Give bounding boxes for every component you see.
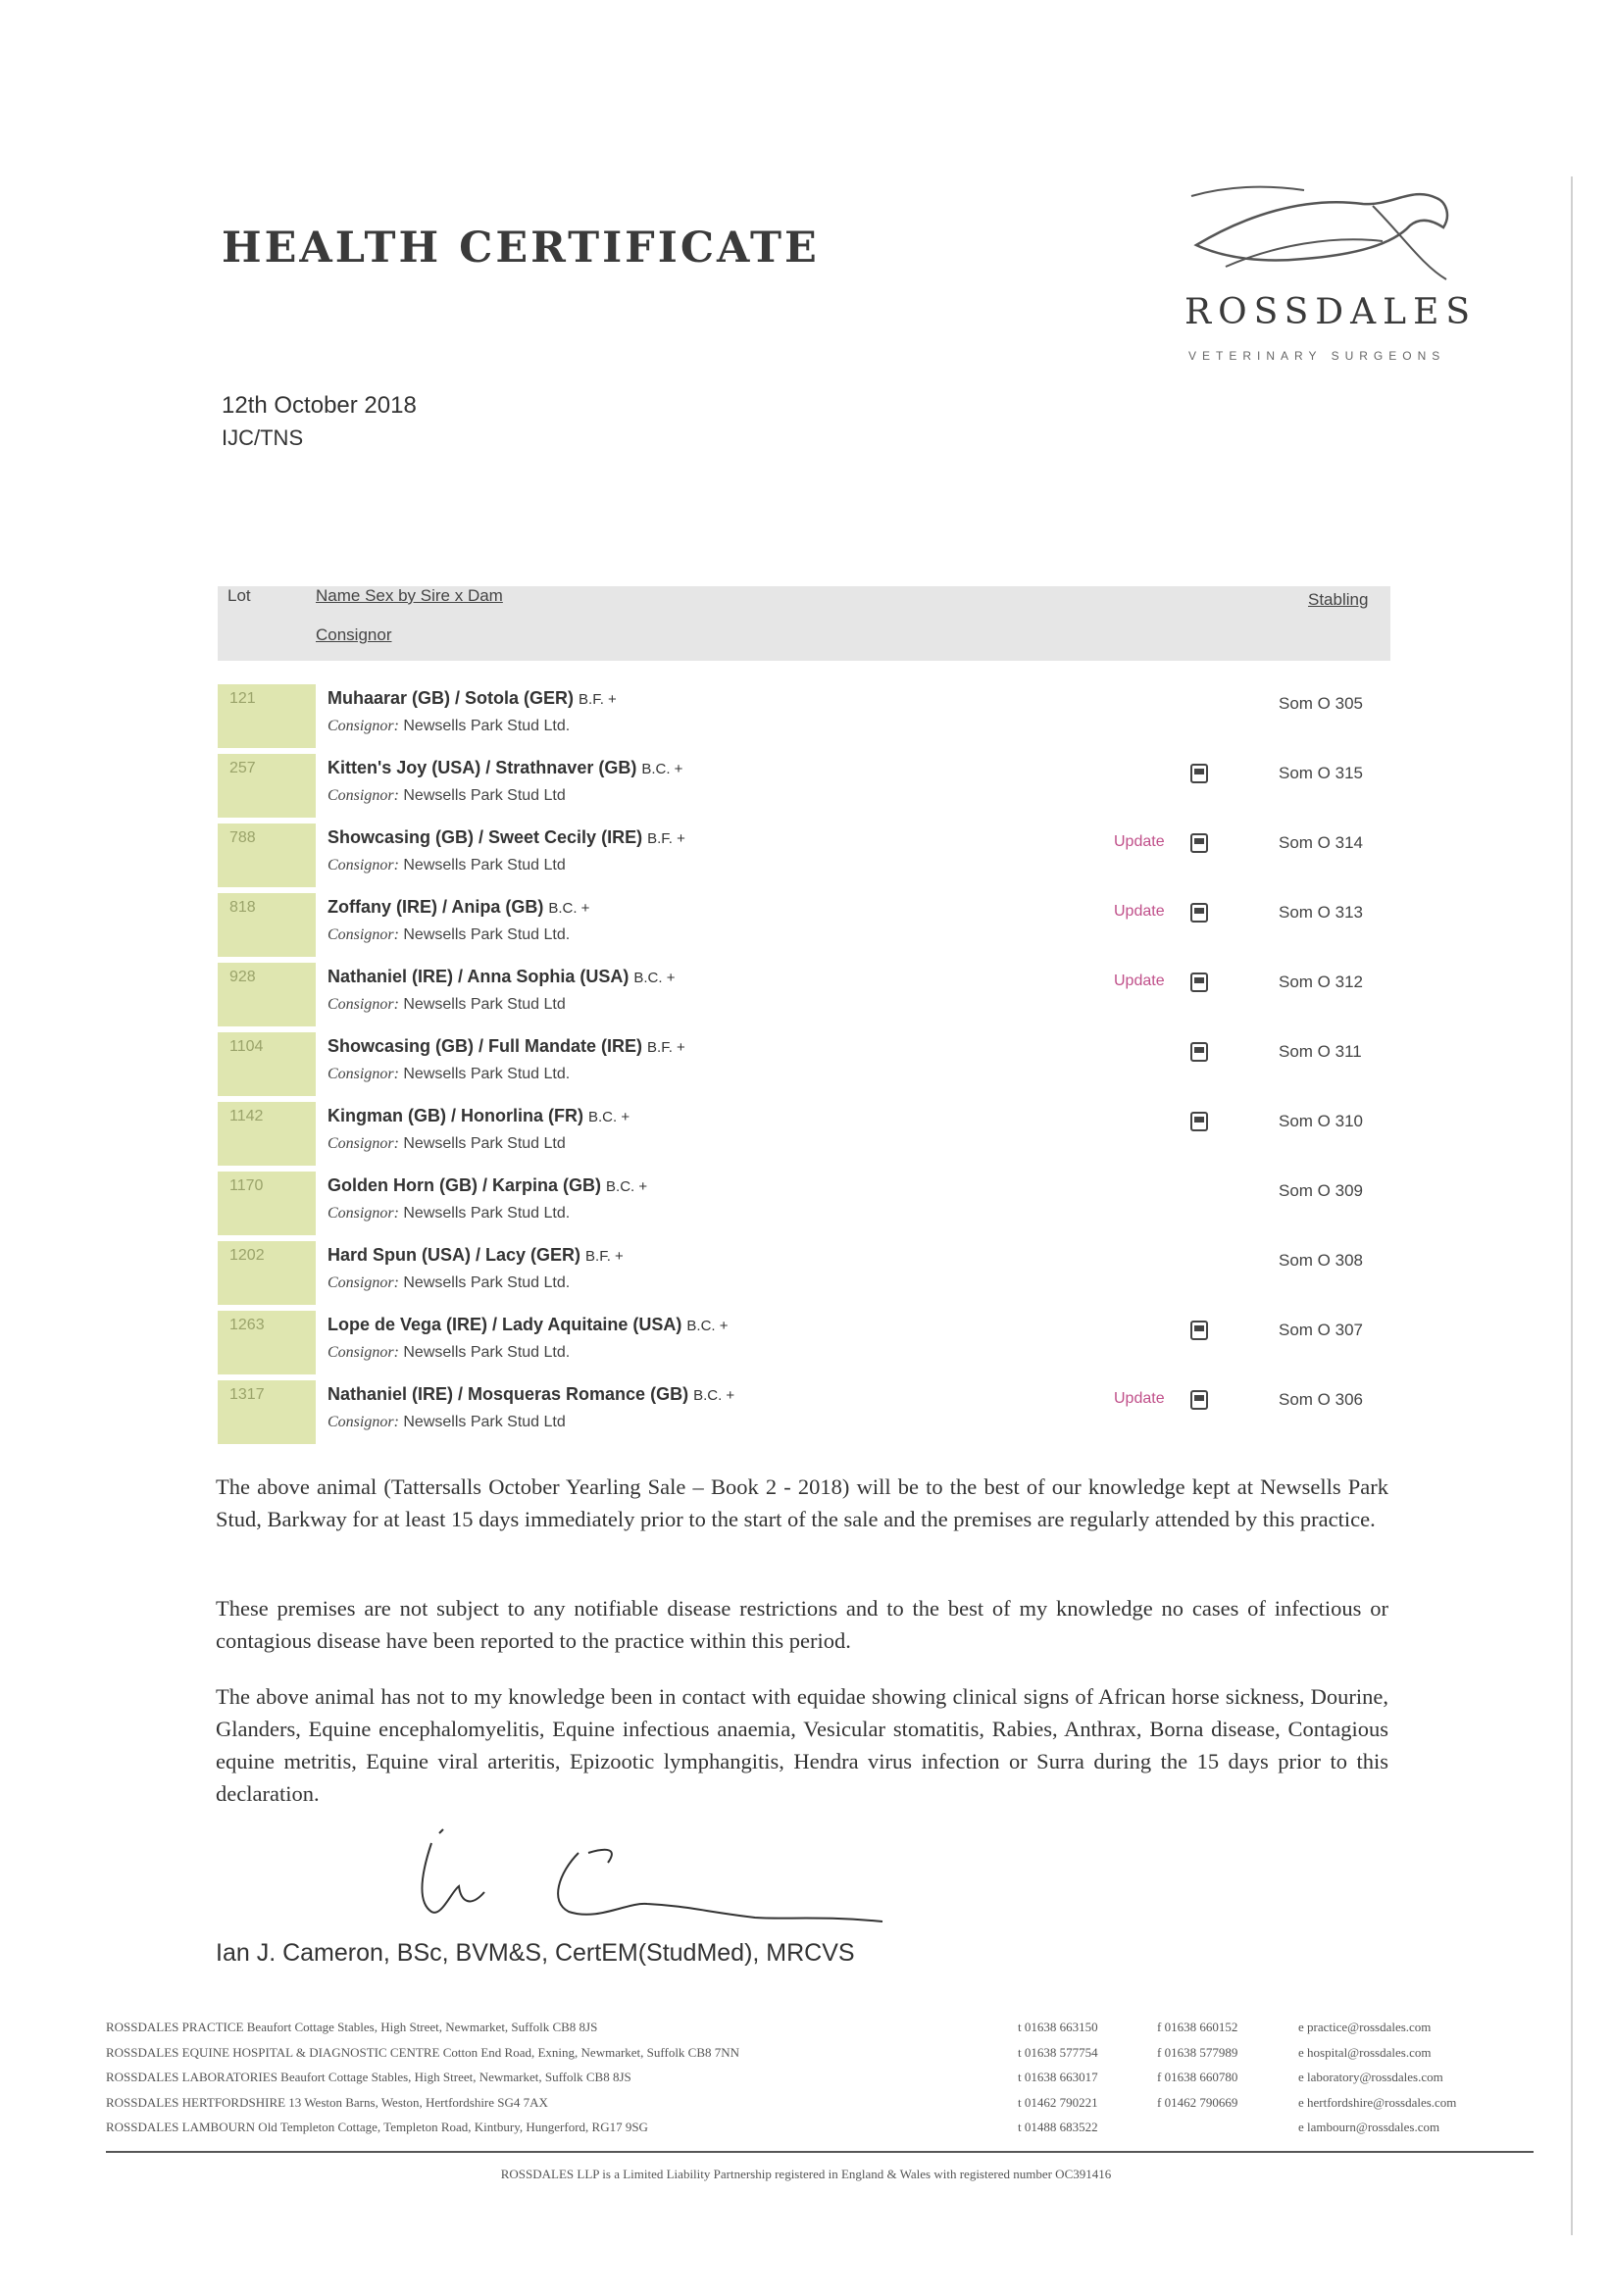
stabling-location: Som O 313 — [1279, 903, 1363, 922]
horse-name — [327, 827, 685, 848]
update-link[interactable]: Update — [1114, 973, 1165, 989]
header-lot: Lot — [227, 586, 251, 605]
table-row — [218, 1032, 1390, 1102]
consignor-line — [327, 1344, 570, 1362]
footer-email[interactable]: e practice@rossdales.com — [1298, 2020, 1432, 2034]
consignor-label: Consignor: — [327, 718, 399, 734]
document-icon[interactable] — [1190, 833, 1208, 853]
footer-email[interactable]: e hertfordshire@rossdales.com — [1298, 2094, 1457, 2110]
stabling-location: Som O 307 — [1279, 1321, 1363, 1339]
horse-name — [327, 967, 675, 987]
consignor-name: Newsells Park Stud Ltd. — [403, 1066, 571, 1082]
lot-number: 1104 — [218, 1032, 316, 1096]
horse-sex: B.C. + — [588, 1109, 630, 1125]
horse-name — [327, 1106, 630, 1126]
horse-sex: B.F. + — [579, 691, 617, 708]
stabling-location: Som O 309 — [1279, 1181, 1363, 1200]
consignor-name: Newsells Park Stud Ltd — [403, 787, 566, 804]
page-edge — [1571, 176, 1573, 2235]
footer-fax: f 01462 790669 — [1157, 2094, 1238, 2110]
stabling-location: Som O 312 — [1279, 973, 1363, 991]
footer-row — [106, 2120, 1528, 2145]
paragraph-2: These premises are not subject to any notifiable disease restrictions and to the best of my knowledge no cases of infectious or contagious disease have been reported to the practice within this period. — [216, 1596, 1388, 1653]
consignor-label: Consignor: — [327, 996, 399, 1013]
rossdales-logo — [1177, 176, 1481, 373]
footer-address: ROSSDALES LABORATORIES Beaufort Cottage Stables, High Street, Newmarket, Suffolk CB8 8JS — [106, 2070, 631, 2084]
stabling-location: Som O 311 — [1279, 1042, 1362, 1061]
stabling-location: Som O 310 — [1279, 1112, 1363, 1130]
footer-address: ROSSDALES EQUINE HOSPITAL & DIAGNOSTIC CENTRE Cotton End Road, Exning, Newmarket, Suffolk CB8 7NN — [106, 2044, 740, 2060]
document-icon[interactable] — [1190, 1112, 1208, 1131]
footer-email[interactable]: e laboratory@rossdales.com — [1298, 2070, 1443, 2084]
consignor-label: Consignor: — [327, 1274, 399, 1291]
footer-row — [106, 2070, 1528, 2095]
consignor-label: Consignor: — [327, 1135, 399, 1152]
table-row — [218, 824, 1390, 893]
consignor-name: Newsells Park Stud Ltd — [403, 857, 566, 873]
table-row — [218, 1380, 1390, 1450]
footer-telephone: t 01638 663017 — [1018, 2070, 1098, 2084]
table-row — [218, 1311, 1390, 1380]
footer-row — [106, 2020, 1528, 2045]
document-icon[interactable] — [1190, 1321, 1208, 1340]
consignor-line — [327, 1205, 570, 1223]
consignor-label: Consignor: — [327, 1414, 399, 1430]
horse-logo-icon — [1186, 176, 1461, 284]
lot-number: 257 — [218, 754, 316, 818]
lots-table — [218, 684, 1390, 1450]
footer-email[interactable]: e hospital@rossdales.com — [1298, 2044, 1432, 2060]
horse-sex: B.C. + — [641, 761, 683, 777]
certificate-title: HEALTH CERTIFICATE — [222, 224, 820, 273]
consignor-label: Consignor: — [327, 1344, 399, 1361]
horse-sex: B.C. + — [548, 900, 590, 917]
consignor-label: Consignor: — [327, 1205, 399, 1222]
horse-pedigree: Showcasing (GB) / Full Mandate (IRE) — [327, 1036, 643, 1056]
document-icon[interactable] — [1190, 903, 1208, 923]
header-name: Name Sex by Sire x Dam — [316, 586, 503, 605]
lot-number: 1142 — [218, 1102, 316, 1166]
horse-pedigree: Nathaniel (IRE) / Anna Sophia (USA) — [327, 967, 630, 986]
legal-notice: ROSSDALES LLP is a Limited Liability Partnership registered in England & Wales with registered number OC391416 — [500, 2167, 1112, 2181]
lot-number: 121 — [218, 684, 316, 748]
consignor-name: Newsells Park Stud Ltd. — [403, 1205, 571, 1222]
certificate-date: 12th October 2018 — [222, 392, 417, 419]
horse-pedigree: Muhaarar (GB) / Sotola (GER) — [327, 688, 575, 708]
lot-number: 818 — [218, 893, 316, 957]
update-link[interactable]: Update — [1114, 833, 1165, 850]
horse-sex: B.C. + — [686, 1318, 729, 1334]
document-icon[interactable] — [1190, 1042, 1208, 1062]
stabling-location: Som O 314 — [1279, 833, 1363, 852]
consignor-line — [327, 787, 566, 805]
lot-number: 1317 — [218, 1380, 316, 1444]
horse-pedigree: Kingman (GB) / Honorlina (FR) — [327, 1106, 583, 1125]
horse-name — [327, 1245, 624, 1266]
table-row — [218, 684, 1390, 754]
footer-fax: f 01638 660152 — [1157, 2020, 1238, 2034]
lot-number: 1202 — [218, 1241, 316, 1305]
document-icon[interactable] — [1190, 1390, 1208, 1410]
signer-name: Ian J. Cameron, BSc, BVM&S, CertEM(StudMed), MRCVS — [216, 1939, 855, 1967]
horse-name — [327, 688, 617, 709]
consignor-label: Consignor: — [327, 926, 399, 943]
consignor-name: Newsells Park Stud Ltd. — [403, 718, 571, 734]
stabling-location: Som O 308 — [1279, 1251, 1363, 1270]
lot-number: 1263 — [218, 1311, 316, 1374]
table-row — [218, 1172, 1390, 1241]
footer-row — [106, 2045, 1528, 2071]
horse-sex: B.F. + — [647, 1039, 685, 1056]
consignor-name: Newsells Park Stud Ltd — [403, 996, 566, 1013]
table-header — [218, 586, 1390, 661]
horse-name — [327, 1384, 734, 1405]
footer-address: ROSSDALES LAMBOURN Old Templeton Cottage, Templeton Road, Kintbury, Hungerford, RG17 9SG — [106, 2120, 648, 2134]
footer-telephone: t 01638 577754 — [1018, 2044, 1098, 2060]
consignor-line — [327, 1274, 570, 1292]
reference-code: IJC/TNS — [222, 425, 304, 450]
horse-pedigree: Nathaniel (IRE) / Mosqueras Romance (GB) — [327, 1384, 689, 1404]
stabling-location: Som O 306 — [1279, 1390, 1363, 1409]
footer-fax: f 01638 577989 — [1157, 2044, 1238, 2060]
consignor-label: Consignor: — [327, 1066, 399, 1082]
horse-pedigree: Golden Horn (GB) / Karpina (GB) — [327, 1175, 601, 1195]
consignor-label: Consignor: — [327, 787, 399, 804]
lot-number: 1170 — [218, 1172, 316, 1235]
header-stabling: Stabling — [1308, 590, 1369, 609]
horse-pedigree: Lope de Vega (IRE) / Lady Aquitaine (USA) — [327, 1315, 682, 1334]
horse-name — [327, 758, 682, 778]
consignor-line — [327, 718, 570, 735]
consignor-label: Consignor: — [327, 857, 399, 873]
logo-name: ROSSDALES — [1184, 292, 1478, 332]
horse-sex: B.C. + — [633, 970, 676, 986]
horse-sex: B.C. + — [693, 1387, 735, 1404]
footer-row — [106, 2095, 1528, 2121]
stabling-location: Som O 305 — [1279, 694, 1363, 713]
footer-contacts — [106, 2020, 1528, 2145]
table-row — [218, 963, 1390, 1032]
footer-telephone: t 01638 663150 — [1018, 2020, 1098, 2034]
table-row — [218, 1241, 1390, 1311]
horse-sex: B.F. + — [585, 1248, 624, 1265]
footer-address: ROSSDALES PRACTICE Beaufort Cottage Stables, High Street, Newmarket, Suffolk CB8 8JS — [106, 2020, 598, 2034]
consignor-line — [327, 1135, 566, 1153]
consignor-name: Newsells Park Stud Ltd. — [403, 1344, 571, 1361]
horse-sex: B.F. + — [647, 830, 685, 847]
header-consignor: Consignor — [316, 625, 392, 644]
document-icon[interactable] — [1190, 764, 1208, 783]
document-icon[interactable] — [1190, 973, 1208, 992]
horse-name — [327, 1315, 729, 1335]
consignor-line — [327, 996, 566, 1014]
horse-pedigree: Hard Spun (USA) / Lacy (GER) — [327, 1245, 581, 1265]
table-row — [218, 754, 1390, 824]
horse-sex: B.C. + — [606, 1178, 648, 1195]
footer-fax: f 01638 660780 — [1157, 2070, 1238, 2084]
consignor-name: Newsells Park Stud Ltd — [403, 1414, 566, 1430]
table-row — [218, 1102, 1390, 1172]
footer-divider — [106, 2151, 1534, 2153]
paragraph-3: The above animal has not to my knowledge been in contact with equidae showing clinical signs of African horse sickness, Dourine, Glanders, Equine encephalomyelitis, Equine infectious anaemia, Vesicular stomatitis, Rabies, Anthrax, Borna disease, Contagious equine metritis, Equine viral arteritis, Epizootic lymphangitis, Hendra virus infection or Surra during the 15 days prior to this declaration. — [216, 1684, 1388, 1806]
horse-pedigree: Showcasing (GB) / Sweet Cecily (IRE) — [327, 827, 643, 847]
footer-telephone: t 01488 683522 — [1018, 2120, 1098, 2134]
handwritten-signature — [412, 1823, 922, 1936]
horse-name — [327, 1175, 647, 1196]
horse-pedigree: Zoffany (IRE) / Anipa (GB) — [327, 897, 544, 917]
consignor-name: Newsells Park Stud Ltd. — [403, 1274, 571, 1291]
update-link[interactable]: Update — [1114, 903, 1165, 920]
table-row — [218, 893, 1390, 963]
footer-address: ROSSDALES HERTFORDSHIRE 13 Weston Barns, Weston, Hertfordshire SG4 7AX — [106, 2094, 548, 2110]
consignor-line — [327, 1414, 566, 1431]
stabling-location: Som O 315 — [1279, 764, 1363, 782]
horse-name — [327, 1036, 685, 1057]
logo-tagline: VETERINARY SURGEONS — [1188, 349, 1446, 363]
paragraph-1: The above animal (Tattersalls October Yearling Sale – Book 2 - 2018) will be to the best of our knowledge kept at Newsells Park Stud, Barkway for at least 15 days immediately prior to the start of the sale and the premises are regularly attended by this practice. — [216, 1474, 1388, 1531]
consignor-line — [327, 857, 566, 874]
consignor-name: Newsells Park Stud Ltd — [403, 1135, 566, 1152]
update-link[interactable]: Update — [1114, 1390, 1165, 1407]
footer-email[interactable]: e lambourn@rossdales.com — [1298, 2120, 1440, 2134]
horse-pedigree: Kitten's Joy (USA) / Strathnaver (GB) — [327, 758, 637, 777]
consignor-line — [327, 1066, 570, 1083]
consignor-line — [327, 926, 570, 944]
consignor-name: Newsells Park Stud Ltd. — [403, 926, 571, 943]
lot-number: 788 — [218, 824, 316, 887]
horse-name — [327, 897, 589, 918]
lot-number: 928 — [218, 963, 316, 1026]
footer-telephone: t 01462 790221 — [1018, 2094, 1098, 2110]
